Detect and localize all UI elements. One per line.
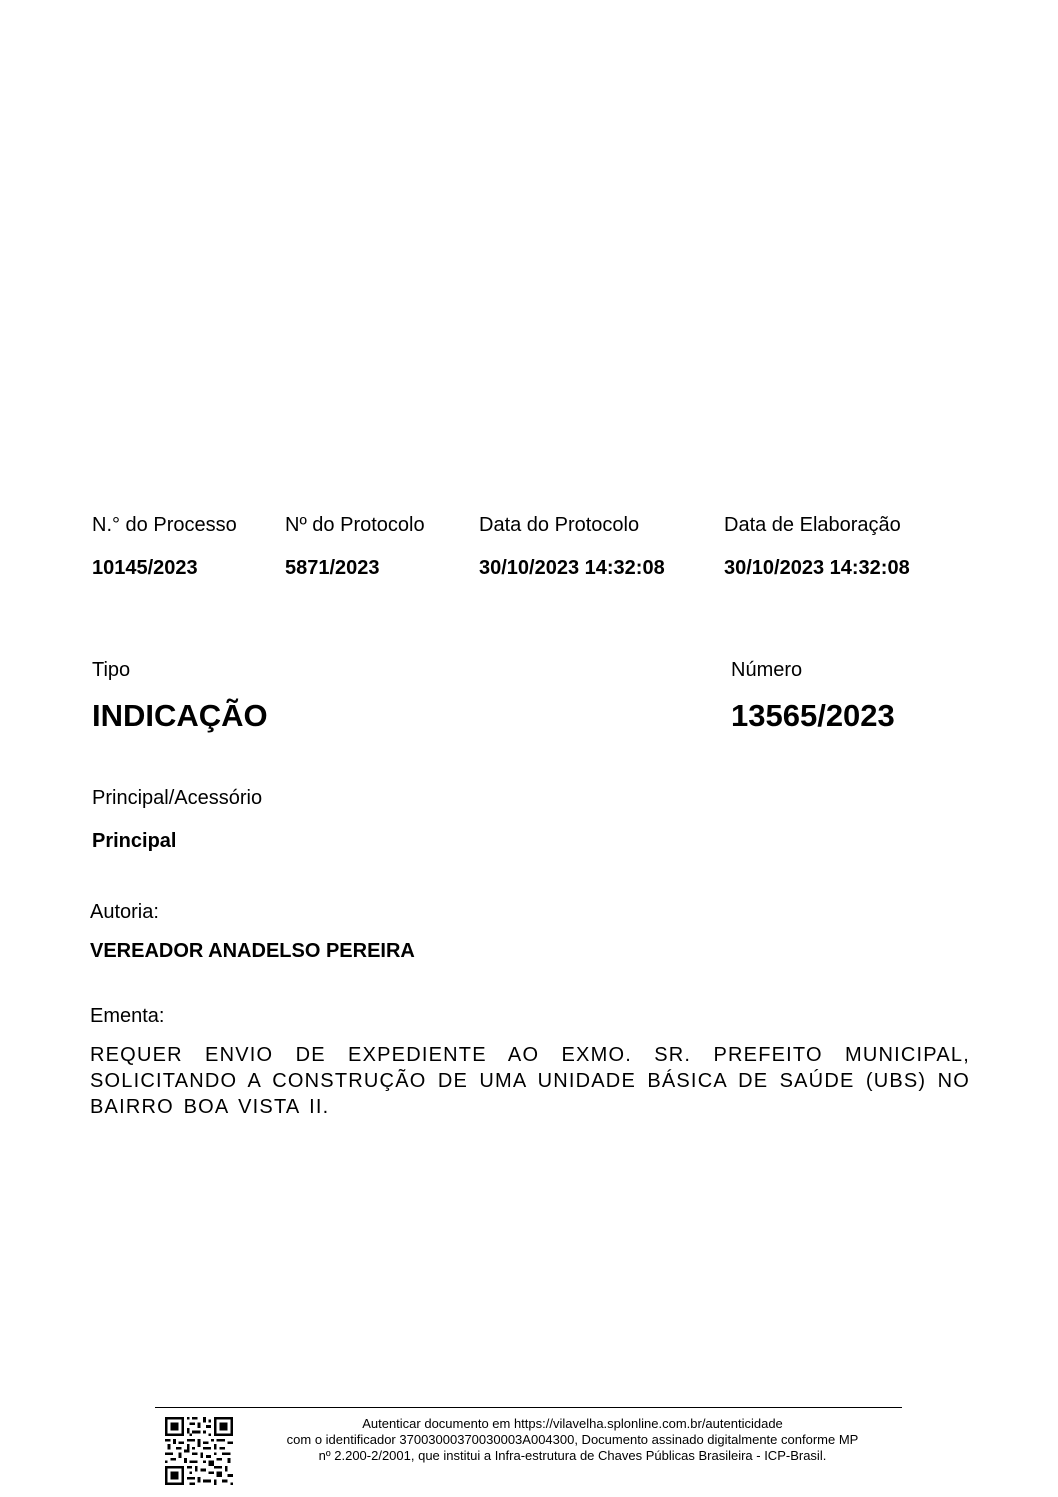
footer-line-3: nº 2.200-2/2001, que institui a Infra-estrutura de Chaves Públicas Brasileira - ICP-Brasil. bbox=[318, 1448, 827, 1463]
qr-code-icon bbox=[165, 1417, 233, 1485]
autoria-label: Autoria: bbox=[90, 901, 159, 923]
footer-divider bbox=[155, 1407, 902, 1408]
footer-line-1[interactable]: Autenticar documento em https://vilavelha.splonline.com.br/autenticidade bbox=[362, 1416, 783, 1431]
ementa-label: Ementa: bbox=[90, 1005, 165, 1027]
numero-label: Número bbox=[731, 659, 803, 681]
data-protocolo-value: 30/10/2023 14:32:08 bbox=[479, 557, 665, 579]
data-protocolo-label: Data do Protocolo bbox=[479, 514, 640, 536]
autoria-value: VEREADOR ANADELSO PEREIRA bbox=[90, 940, 415, 962]
ementa-text: REQUER ENVIO DE EXPEDIENTE AO EXMO. SR. PREFEITO MUNICIPAL, SOLICITANDO A CONSTRUÇÃO DE UMA UNIDADE BÁSICA DE SAÚDE (UBS) NO BAIRRO BOA VISTA II. bbox=[90, 1044, 970, 1118]
principal-label: Principal/Acessório bbox=[92, 787, 263, 809]
processo-value: 10145/2023 bbox=[92, 557, 198, 579]
principal-value: Principal bbox=[92, 830, 177, 852]
tipo-label: Tipo bbox=[92, 659, 131, 681]
tipo-value: INDICAÇÃO bbox=[92, 698, 268, 733]
data-elaboracao-label: Data de Elaboração bbox=[724, 514, 901, 536]
processo-label: N.° do Processo bbox=[92, 514, 237, 536]
authentication-footer bbox=[245, 1416, 900, 1464]
numero-value: 13565/2023 bbox=[731, 698, 895, 733]
protocolo-value: 5871/2023 bbox=[285, 557, 380, 579]
footer-line-2: com o identificador 37003000370030003A004300, Documento assinado digitalmente conforme MP bbox=[286, 1432, 859, 1447]
protocolo-label: Nº do Protocolo bbox=[285, 514, 425, 536]
data-elaboracao-value: 30/10/2023 14:32:08 bbox=[724, 557, 910, 579]
